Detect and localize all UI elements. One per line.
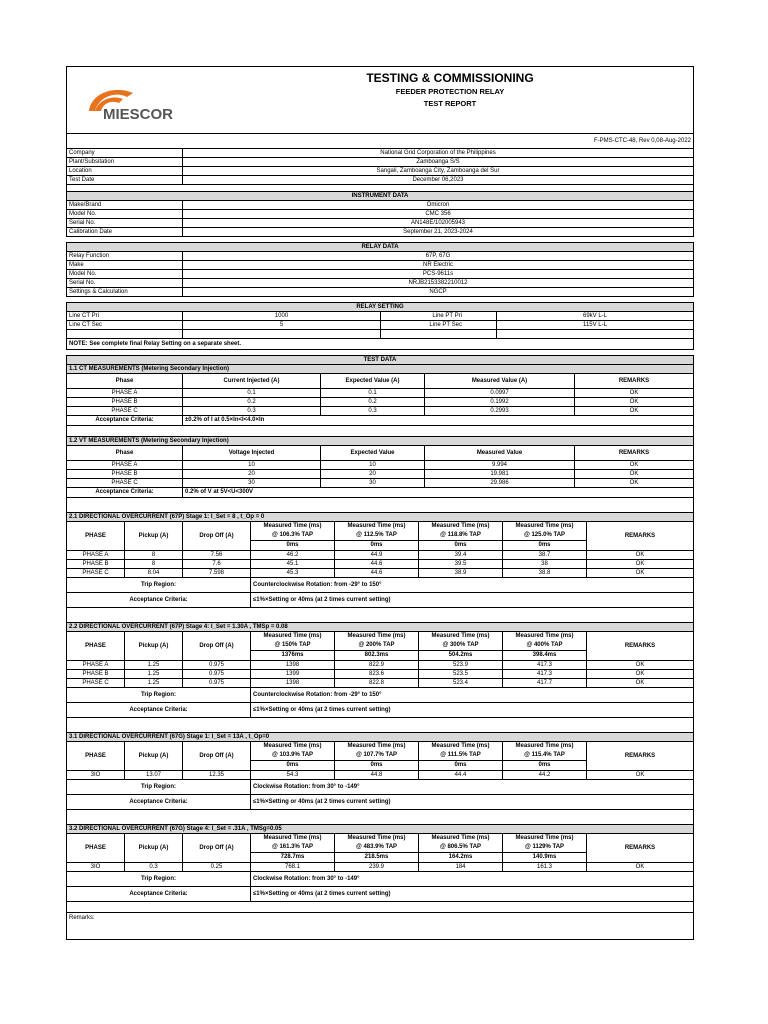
table-cell: ≤1%×Setting or 40ms (at 2 times current setting): [251, 887, 694, 902]
table-row: [67, 461, 694, 470]
table-row: [67, 219, 694, 228]
table-cell: PHASE B: [67, 560, 125, 569]
table-cell: 0.3: [183, 407, 321, 416]
table-cell: Drop Off (A): [183, 522, 251, 551]
table-row: [67, 389, 694, 398]
table-cell: OK: [587, 569, 694, 578]
table-cell: 45.1: [251, 560, 335, 569]
table-cell: 822.9: [335, 661, 419, 670]
table-cell: Trip Region:: [67, 578, 251, 593]
ct-measurements-table: [66, 355, 694, 426]
table-cell: @ 806.5% TAP: [419, 843, 503, 853]
table-cell: NRJB2153382210012: [183, 279, 694, 288]
table-cell: Counterclockwise Rotation: from -29° to 150°: [251, 688, 694, 703]
table-cell: PHASE: [67, 742, 125, 771]
table-cell: Acceptance Criteria:: [67, 795, 251, 810]
table-cell: 0ms: [251, 541, 335, 551]
table-row: [67, 670, 694, 679]
table-cell: 10: [321, 461, 425, 470]
table-cell: 12.35: [183, 771, 251, 780]
table-cell: 1.25: [125, 679, 183, 688]
table-row: [67, 479, 694, 488]
table-cell: NGCP: [183, 288, 694, 297]
table-cell: OK: [575, 398, 694, 407]
table-cell: @ 200% TAP: [335, 641, 419, 651]
table-cell: 44.4: [419, 771, 503, 780]
table-cell: 44.6: [335, 569, 419, 578]
table-cell: Line PT Pri: [381, 312, 497, 321]
table-cell: 38.7: [503, 551, 587, 560]
table-cell: 8: [125, 551, 183, 560]
table-cell: 67P, 67G: [183, 252, 694, 261]
report-subtitle: FEEDER PROTECTION RELAY: [395, 87, 505, 96]
table-cell: Acceptance Criteria:: [67, 593, 251, 608]
table-cell: REMARKS: [587, 742, 694, 771]
table-cell: Trip Region:: [67, 872, 251, 887]
table-cell: 44.6: [335, 560, 419, 569]
table-cell: Pickup (A): [125, 834, 183, 863]
table-cell: Measured Value: [425, 446, 575, 461]
table-cell: 1.25: [125, 661, 183, 670]
table-cell: 0.25: [183, 863, 251, 872]
table-cell: Measured Time (ms): [251, 522, 335, 532]
table-cell: Line CT Pri: [67, 312, 183, 321]
table-row: [67, 176, 694, 185]
table-cell: 417.3: [503, 661, 587, 670]
table-cell: 0ms: [419, 541, 503, 551]
spacer: [66, 608, 694, 622]
spacer: [66, 810, 694, 824]
table-row: [67, 270, 694, 279]
table-row: [67, 279, 694, 288]
table-cell: OK: [587, 679, 694, 688]
table-cell: Drop Off (A): [183, 742, 251, 771]
table-cell: 19.981: [425, 470, 575, 479]
table-cell: Relay Function: [67, 252, 183, 261]
table-cell: Measured Time (ms): [419, 742, 503, 752]
table-cell: Measured Time (ms): [335, 834, 419, 844]
table-cell: 8.04: [125, 569, 183, 578]
table-cell: Measured Time (ms): [335, 522, 419, 532]
section-title: 3.2 DIRECTIONAL OVERCURRENT (67G) Stage 4: I_Set = .31A , TMSg=0.05: [67, 825, 694, 834]
table-cell: PCS-9611s: [183, 270, 694, 279]
table-row: [67, 407, 694, 416]
table-cell: Trip Region:: [67, 688, 251, 703]
table-cell: September 21, 2023-2024: [183, 228, 694, 237]
report-title: TESTING & COMMISSIONING: [366, 71, 534, 85]
table-cell: 523.4: [419, 679, 503, 688]
table-cell: PHASE C: [67, 479, 183, 488]
table-cell: PHASE C: [67, 679, 125, 688]
table-cell: 69kV L-L: [497, 312, 694, 321]
table-cell: Phase: [67, 446, 183, 461]
general-info-table: [66, 148, 694, 185]
table-cell: PHASE A: [67, 551, 125, 560]
relay-setting-table: [66, 302, 694, 350]
table-cell: Plant/Subsitation: [67, 158, 183, 167]
spacer: [66, 718, 694, 732]
table-cell: 3IO: [67, 771, 125, 780]
spacer: [66, 902, 694, 912]
table-cell: @ 1129% TAP: [503, 843, 587, 853]
table-cell: 140.9ms: [503, 853, 587, 863]
table-cell: 0ms: [251, 761, 335, 771]
overcurrent-sections: [66, 498, 694, 912]
table-cell: 417.3: [503, 670, 587, 679]
vt-acceptance-label: Acceptance Criteria:: [67, 488, 183, 498]
ct-section-title: 1.1 CT MEASUREMENTS (Metering Secondary Injection): [67, 365, 694, 374]
table-cell: Line PT Sec: [381, 321, 497, 330]
table-cell: 164.2ms: [419, 853, 503, 863]
table-cell: 184: [419, 863, 503, 872]
report-type: TEST REPORT: [423, 99, 477, 108]
table-cell: Acceptance Criteria:: [67, 703, 251, 718]
table-cell: 0.975: [183, 670, 251, 679]
table-cell: Clockwise Rotation: from 30° to -149°: [251, 872, 694, 887]
overcurrent-section-table: [66, 512, 694, 608]
table-cell: OK: [587, 560, 694, 569]
table-cell: PHASE A: [67, 461, 183, 470]
table-cell: 768.1: [251, 863, 335, 872]
table-cell: Measured Time (ms): [419, 834, 503, 844]
table-cell: Measured Time (ms): [251, 834, 335, 844]
table-cell: 822.8: [335, 679, 419, 688]
table-cell: 29.986: [425, 479, 575, 488]
table-cell: 0.2993: [425, 407, 575, 416]
table-cell: 39.5: [419, 560, 503, 569]
table-cell: 8: [125, 560, 183, 569]
table-cell: REMARKS: [575, 446, 694, 461]
table-cell: @ 150% TAP: [251, 641, 335, 651]
table-cell: Make: [67, 261, 183, 270]
table-cell: Zamboanga S/S: [183, 158, 694, 167]
table-row: [67, 228, 694, 237]
table-cell: OK: [587, 551, 694, 560]
relay-setting-title: RELAY SETTING: [67, 303, 694, 312]
table-cell: OK: [575, 389, 694, 398]
table-cell: Measured Time (ms): [251, 742, 335, 752]
table-row: [67, 288, 694, 297]
ct-acceptance-value: ±0.2% of I at 0.5×In<I<4.0×In: [183, 416, 694, 426]
table-cell: OK: [587, 771, 694, 780]
table-cell: Measured Time (ms): [335, 632, 419, 642]
table-cell: @ 125.0% TAP: [503, 531, 587, 541]
table-cell: 1399: [251, 670, 335, 679]
relay-setting-note: NOTE: See complete final Relay Setting on a separate sheet.: [67, 339, 694, 350]
table-cell: Measured Time (ms): [503, 742, 587, 752]
section-title: 2.1 DIRECTIONAL OVERCURRENT (67P) Stage 1: I_Set = 8 , t_Op = 0: [67, 513, 694, 522]
table-cell: ≤1%×Setting or 40ms (at 2 times current setting): [251, 593, 694, 608]
table-cell: REMARKS: [587, 632, 694, 661]
table-row: [67, 210, 694, 219]
table-cell: Voltage Injected: [183, 446, 321, 461]
section-title: 3.1 DIRECTIONAL OVERCURRENT (67G) Stage 1: I_Set = 13A , t_Op=0: [67, 733, 694, 742]
table-cell: 44.2: [503, 771, 587, 780]
table-cell: Trip Region:: [67, 780, 251, 795]
table-cell: PHASE B: [67, 398, 183, 407]
table-cell: Measured Time (ms): [503, 834, 587, 844]
table-cell: PHASE A: [67, 661, 125, 670]
table-cell: National Grid Corporation of the Philippines: [183, 149, 694, 158]
table-cell: Model No.: [67, 210, 183, 219]
table-cell: Drop Off (A): [183, 632, 251, 661]
table-cell: Measured Time (ms): [419, 522, 503, 532]
table-cell: 1000: [183, 312, 381, 321]
table-cell: REMARKS: [587, 522, 694, 551]
spacer: [66, 426, 694, 436]
table-cell: 417.7: [503, 679, 587, 688]
table-row: [67, 863, 694, 872]
table-cell: @ 161.3% TAP: [251, 843, 335, 853]
table-cell: 10: [183, 461, 321, 470]
table-cell: Company: [67, 149, 183, 158]
table-cell: 398.4ms: [503, 651, 587, 661]
table-cell: @ 103.9% TAP: [251, 751, 335, 761]
table-cell: Measured Time (ms): [251, 632, 335, 642]
table-row: [67, 560, 694, 569]
report-header: [66, 66, 694, 134]
table-cell: 0.0997: [425, 389, 575, 398]
relay-data-table: [66, 242, 694, 297]
table-cell: @ 106.3% TAP: [251, 531, 335, 541]
remarks-box: Remarks:: [67, 913, 694, 940]
vt-section-title: 1.2 VT MEASUREMENTS (Metering Secondary Injection): [67, 437, 694, 446]
table-cell: 46.2: [251, 551, 335, 560]
table-row: [67, 167, 694, 176]
table-cell: Counterclockwise Rotation: from -29° to 150°: [251, 578, 694, 593]
table-cell: 523.5: [419, 670, 503, 679]
table-cell: OK: [575, 479, 694, 488]
table-cell: @ 115.4% TAP: [503, 751, 587, 761]
table-cell: 13.07: [125, 771, 183, 780]
table-cell: 7.6: [183, 560, 251, 569]
table-row: [67, 149, 694, 158]
relay-data-title: RELAY DATA: [67, 243, 694, 252]
table-row: [67, 661, 694, 670]
table-cell: Pickup (A): [125, 522, 183, 551]
table-row: [67, 551, 694, 560]
table-row: [67, 679, 694, 688]
miescor-logo: [75, 81, 193, 125]
table-cell: Make/Brand: [67, 201, 183, 210]
table-cell: 5: [183, 321, 381, 330]
table-cell: Test Date: [67, 176, 183, 185]
table-cell: 54.3: [251, 771, 335, 780]
table-cell: Serial No.: [67, 279, 183, 288]
table-cell: 30: [321, 479, 425, 488]
table-cell: OK: [575, 470, 694, 479]
table-cell: AN148E/102005943: [183, 219, 694, 228]
table-cell: Acceptance Criteria:: [67, 887, 251, 902]
overcurrent-section-table: [66, 824, 694, 902]
table-cell: @ 483.9% TAP: [335, 843, 419, 853]
vt-measurements-table: [66, 436, 694, 498]
table-cell: Calibration Date: [67, 228, 183, 237]
table-cell: OK: [587, 670, 694, 679]
table-cell: 0ms: [503, 761, 587, 771]
table-cell: 0.1992: [425, 398, 575, 407]
table-cell: @ 300% TAP: [419, 641, 503, 651]
spacer: [66, 498, 694, 512]
table-cell: PHASE B: [67, 670, 125, 679]
table-cell: 0.3: [321, 407, 425, 416]
table-row: [67, 312, 694, 321]
table-cell: Line CT Sec: [67, 321, 183, 330]
table-cell: 30: [183, 479, 321, 488]
table-cell: 0.2: [321, 398, 425, 407]
table-cell: Measured Time (ms): [419, 632, 503, 642]
table-cell: REMARKS: [575, 374, 694, 389]
table-cell: OK: [575, 461, 694, 470]
table-cell: 9.994: [425, 461, 575, 470]
table-cell: 0ms: [419, 761, 503, 771]
table-cell: 0.1: [183, 389, 321, 398]
table-cell: Expected Value (A): [321, 374, 425, 389]
table-cell: @ 118.8% TAP: [419, 531, 503, 541]
table-cell: 20: [183, 470, 321, 479]
table-cell: PHASE A: [67, 389, 183, 398]
table-cell: @ 111.5% TAP: [419, 751, 503, 761]
vt-acceptance-value: 0.2% of V at 5V<U<300V: [183, 488, 694, 498]
table-cell: 38.9: [419, 569, 503, 578]
table-cell: Pickup (A): [125, 632, 183, 661]
table-cell: Pickup (A): [125, 742, 183, 771]
table-cell: 7.598: [183, 569, 251, 578]
overcurrent-section-table: [66, 732, 694, 810]
table-cell: 3IO: [67, 863, 125, 872]
table-cell: @ 107.7% TAP: [335, 751, 419, 761]
table-cell: Omicron: [183, 201, 694, 210]
table-cell: 7.56: [183, 551, 251, 560]
table-cell: Drop Off (A): [183, 834, 251, 863]
table-cell: PHASE: [67, 834, 125, 863]
table-cell: 0ms: [335, 761, 419, 771]
table-row: [67, 252, 694, 261]
table-cell: 0.975: [183, 661, 251, 670]
table-row: [67, 398, 694, 407]
table-cell: 115V L-L: [497, 321, 694, 330]
table-cell: Model No.: [67, 270, 183, 279]
table-cell: @ 400% TAP: [503, 641, 587, 651]
table-cell: Location: [67, 167, 183, 176]
table-cell: NR Electric: [183, 261, 694, 270]
table-row: [67, 321, 694, 330]
table-cell: ≤1%×Setting or 40ms (at 2 times current setting): [251, 795, 694, 810]
table-cell: 38: [503, 560, 587, 569]
table-cell: 0.1: [321, 389, 425, 398]
table-cell: 239.9: [335, 863, 419, 872]
table-cell: 0.3: [125, 863, 183, 872]
test-report-page: [66, 66, 694, 940]
table-cell: 38.8: [503, 569, 587, 578]
table-cell: Clockwise Rotation: from 30° to -149°: [251, 780, 694, 795]
overcurrent-section-table: [66, 622, 694, 718]
table-row: [67, 569, 694, 578]
table-cell: 1398: [251, 661, 335, 670]
instrument-data-table: [66, 191, 694, 237]
table-cell: Measured Time (ms): [503, 632, 587, 642]
table-cell: 0ms: [503, 541, 587, 551]
table-cell: 523.9: [419, 661, 503, 670]
table-cell: 1376ms: [251, 651, 335, 661]
table-cell: Serial No.: [67, 219, 183, 228]
table-cell: 44.8: [335, 771, 419, 780]
table-cell: 39.4: [419, 551, 503, 560]
table-row: [67, 470, 694, 479]
table-cell: Current Injected (A): [183, 374, 321, 389]
table-row: [67, 201, 694, 210]
table-cell: 1398: [251, 679, 335, 688]
table-cell: PHASE: [67, 632, 125, 661]
table-cell: 504.2ms: [419, 651, 503, 661]
instrument-data-title: INSTRUMENT DATA: [67, 192, 694, 201]
table-cell: Measured Time (ms): [503, 522, 587, 532]
table-cell: 20: [321, 470, 425, 479]
table-cell: OK: [587, 661, 694, 670]
table-cell: Sangali, Zamboanga City, Zamboanga del Sur: [183, 167, 694, 176]
table-cell: OK: [587, 863, 694, 872]
table-cell: 728.7ms: [251, 853, 335, 863]
form-number: F-PMS-CTC-48, Rev 0,08-Aug-2022: [66, 134, 694, 148]
table-cell: 45.3: [251, 569, 335, 578]
table-cell: 218.5ms: [335, 853, 419, 863]
table-cell: 44.9: [335, 551, 419, 560]
table-cell: Measured Time (ms): [335, 742, 419, 752]
table-cell: PHASE: [67, 522, 125, 551]
table-cell: December 06,2023: [183, 176, 694, 185]
test-data-title: TEST DATA: [67, 356, 694, 365]
table-cell: CMC 356: [183, 210, 694, 219]
table-cell: 0.975: [183, 679, 251, 688]
table-cell: OK: [575, 407, 694, 416]
table-cell: 0.2: [183, 398, 321, 407]
table-cell: PHASE C: [67, 407, 183, 416]
table-cell: REMARKS: [587, 834, 694, 863]
table-cell: @ 112.5% TAP: [335, 531, 419, 541]
table-cell: PHASE B: [67, 470, 183, 479]
table-row: [67, 158, 694, 167]
table-row: [67, 771, 694, 780]
remarks-table: [66, 912, 694, 940]
table-cell: 823.6: [335, 670, 419, 679]
table-cell: 802.3ms: [335, 651, 419, 661]
table-cell: 1.25: [125, 670, 183, 679]
table-cell: Phase: [67, 374, 183, 389]
table-cell: Measured Value (A): [425, 374, 575, 389]
table-cell: 161.3: [503, 863, 587, 872]
table-cell: PHASE C: [67, 569, 125, 578]
table-cell: 0ms: [335, 541, 419, 551]
table-cell: Settings & Calculation: [67, 288, 183, 297]
table-cell: ≤1%×Setting or 40ms (at 2 times current setting): [251, 703, 694, 718]
table-cell: Expected Value: [321, 446, 425, 461]
logo-text: MIESCOR: [103, 106, 174, 123]
ct-acceptance-label: Acceptance Criteria:: [67, 416, 183, 426]
table-row: [67, 261, 694, 270]
section-title: 2.2 DIRECTIONAL OVERCURRENT (67P) Stage 4: I_Set = 1.30A , TMSp = 0.08: [67, 623, 694, 632]
